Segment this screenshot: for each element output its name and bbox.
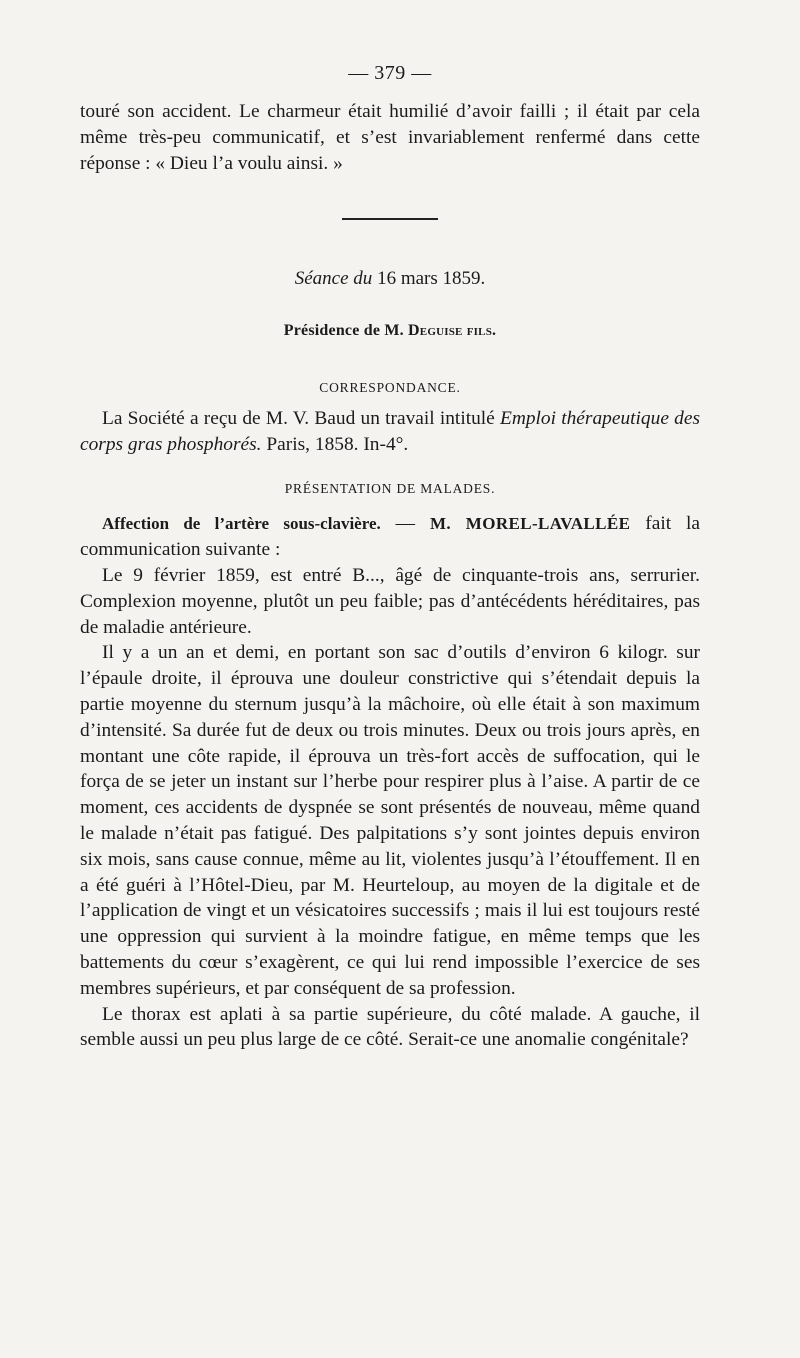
correspondance-paragraph — [80, 406, 700, 458]
presidence-heading — [80, 322, 700, 340]
seance-label: Séance du — [294, 267, 373, 289]
presidence-name: M. Deguise fils. — [384, 321, 497, 339]
case-paragraph: Le 9 février 1859, est entré B..., âgé de cinquante-trois ans, serrurier. Complexion moyenne, plutôt un peu faible; pas d’antécédents héréditaires, pas de maladie antérieure. — [80, 565, 700, 638]
section-divider — [342, 218, 438, 220]
correspondance-heading: CORRESPONDANCE. — [319, 379, 461, 395]
case-paragraph: Le thorax est aplati à sa partie supérieure, du côté malade. A gauche, il semble aussi un peu plus large de ce côté. Serait-ce une anomalie congénitale? — [80, 1003, 700, 1051]
page-number: — 379 — — [348, 62, 432, 84]
opening-paragraph: touré son accident. Le charmeur était humilié d’avoir failli ; il était par cela même très-peu communicatif, et s’est invariablement renfermé dans cette réponse : « Dieu l’a voulu ainsi. » — [80, 101, 700, 174]
presidence-label: Présidence de — [283, 321, 381, 339]
case-intro-text: fait la communication suivante : — [80, 513, 700, 561]
seance-heading — [80, 268, 700, 290]
correspondance-work-title: Emploi thérapeutique des corps gras phosphorés. — [80, 407, 700, 455]
seance-date: 16 mars 1859. — [377, 267, 486, 289]
correspondance-text-after: Paris, 1858. In-4°. — [261, 433, 409, 455]
document-page — [80, 62, 700, 1053]
case-author: M. MOREL-LAVALLÉE — [429, 514, 631, 534]
case-dash: — — [380, 513, 430, 535]
case-paragraph: Il y a un an et demi, en portant son sac d’outils d’environ 6 kilogr. sur l’épaule droite, il éprouva une douleur constrictive qui s’étendait depuis la partie moyenne du sternum jusqu’à la mâchoire, où elle était à son maximum d’intensité. Sa durée fut de deux ou trois minutes. Deux ou trois jours après, en montant une côte rapide, il éprouva un très-fort accès de suffocation, qui le força de se jeter un instant sur l’herbe pour respirer plus à l’aise. A partir de ce moment, ces accidents de dyspnée se sont présentés de nouveau, même quand le malade n’était pas fatigué. Des palpitations s’y sont jointes depuis environ six mois, sans cause connue, même au lit, violentes jusqu’à l’étouffement. Il en a été guéri à l’Hôtel-Dieu, par M. Heurteloup, au moyen de la digitale et de l’application de vingt et un vésicatoires successifs ; mais il lui est toujours resté une oppression qui survient à la moindre fatigue, en même temps que les battements du cœur s’exagèrent, ce qui lui rend impossible l’exercice de ses membres supérieurs, et par conséquent de sa profession. — [80, 642, 700, 999]
case-title: Affection de l’artère sous-clavière. — [102, 514, 381, 534]
presentation-heading: PRÉSENTATION DE MALADES. — [284, 481, 496, 497]
presentation-intro — [80, 511, 700, 563]
correspondance-text-before: La Société a reçu de M. V. Baud un travail intitulé — [102, 407, 500, 429]
